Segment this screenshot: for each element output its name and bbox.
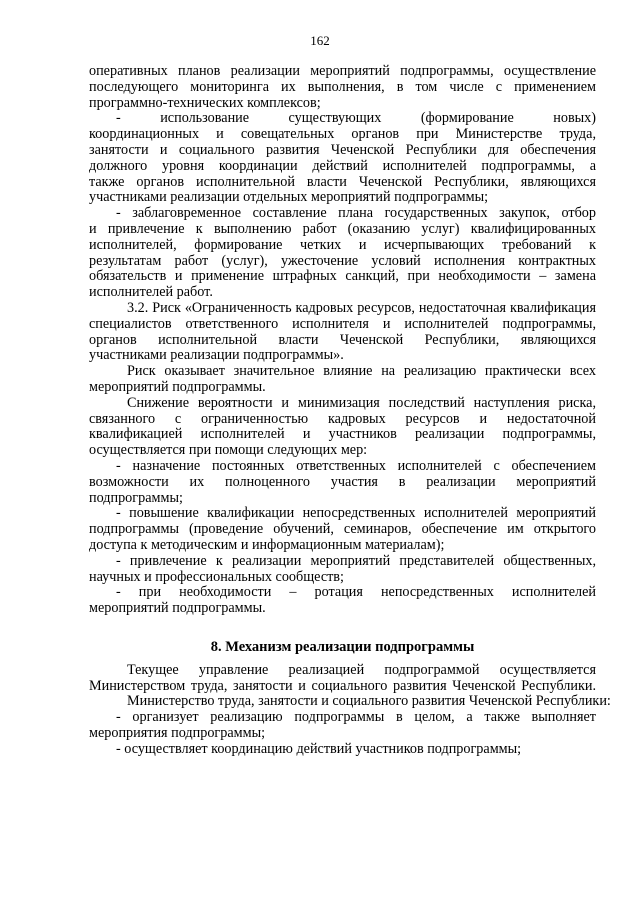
text-line: подпрограммы; <box>89 489 183 506</box>
text-line: обязательств и применение штрафных санкций, при необходимости – замена <box>89 268 596 285</box>
text-line: органов исполнительной власти Чеченской Республики, являющихся <box>89 331 596 348</box>
spacer <box>89 617 596 639</box>
text-line: - при необходимости – ротация непосредственных исполнителей <box>116 584 596 601</box>
text-line: - использование существующих (формирование новых) <box>116 110 596 127</box>
text-line: Риск оказывает значительное влияние на реализацию практически всех <box>127 363 596 380</box>
text-line: исполнителей работ. <box>89 284 213 301</box>
text-line: Снижение вероятности и минимизация последствий наступления риска, <box>127 394 596 411</box>
text-line: квалификацией исполнителей и участников реализации подпрограммы, <box>89 426 596 443</box>
text-line: программно-технических комплексов; <box>89 94 321 111</box>
text-line: занятости и социального развития Чеченской Республики для обеспечения <box>89 141 596 158</box>
text-line: последующего мониторинга их выполнения, в том числе с применением <box>89 78 596 95</box>
text-line: мероприятий подпрограммы. <box>89 600 266 617</box>
text-line: также органов исполнительной власти Чеченской Республики, являющихся <box>89 173 596 190</box>
page-number: 162 <box>310 33 330 48</box>
text-line: доступа к методическим и информационным материалам); <box>89 536 445 553</box>
text-line: - повышение квалификации непосредственных исполнителей мероприятий <box>116 505 596 522</box>
text-line: Текущее управление реализацией подпрограммой осуществляется <box>127 661 596 678</box>
text-line: мероприятий подпрограммы. <box>89 378 266 395</box>
text-line: участниками реализации отдельных мероприятий подпрограммы; <box>89 189 489 206</box>
text-line: - назначение постоянных ответственных исполнителей с обеспечением <box>116 457 596 474</box>
text-line: специалистов ответственного исполнителя и исполнителей подпрограммы, <box>89 315 596 332</box>
text-line: - организует реализацию подпрограммы в целом, а также выполняет <box>116 709 596 726</box>
text-line: связанного с ограниченностью кадровых ресурсов и недостаточной <box>89 410 596 427</box>
document-body <box>89 63 611 758</box>
text-line: - осуществляет координацию действий участников подпрограммы; <box>116 740 522 757</box>
text-line: осуществляется при помощи следующих мер: <box>89 442 368 459</box>
text-line: и привлечение к выполнению работ (оказанию услуг) квалифицированных <box>89 220 596 237</box>
text-line: научных и профессиональных сообществ; <box>89 568 344 585</box>
text-line: Министерство труда, занятости и социального развития Чеченской Республики: <box>127 693 611 710</box>
text-line: - привлечение к реализации мероприятий представителей общественных, <box>116 552 596 569</box>
text-line: исполнителей, формирование четких и исчерпывающих требований к <box>89 236 596 253</box>
text-line: Министерством труда, занятости и социального развития Чеченской Республики. <box>89 677 596 694</box>
text-line: должного уровня координации действий исполнителей подпрограммы, а <box>89 157 596 174</box>
text-line: результатам работ (услуг), ужесточение условий исполнения контрактных <box>89 252 596 269</box>
text-line: координационных и совещательных органов при Министерстве труда, <box>89 126 596 143</box>
text-line: - заблаговременное составление плана государственных закупок, отбор <box>116 205 596 222</box>
text-line: 3.2. Риск «Ограниченность кадровых ресурсов, недостаточная квалификация <box>127 299 596 316</box>
text-line: оперативных планов реализации мероприятий подпрограммы, осуществление <box>89 63 596 79</box>
text-line: подпрограммы (проведение обучений, семинаров, обеспечение им открытого <box>89 521 596 538</box>
text-line: мероприятия подпрограммы; <box>89 725 266 742</box>
section-heading: 8. Механизм реализации подпрограммы <box>210 638 475 655</box>
text-line: участниками реализации подпрограммы». <box>89 347 344 364</box>
text-line: возможности их полноценного участия в реализации мероприятий <box>89 473 596 490</box>
